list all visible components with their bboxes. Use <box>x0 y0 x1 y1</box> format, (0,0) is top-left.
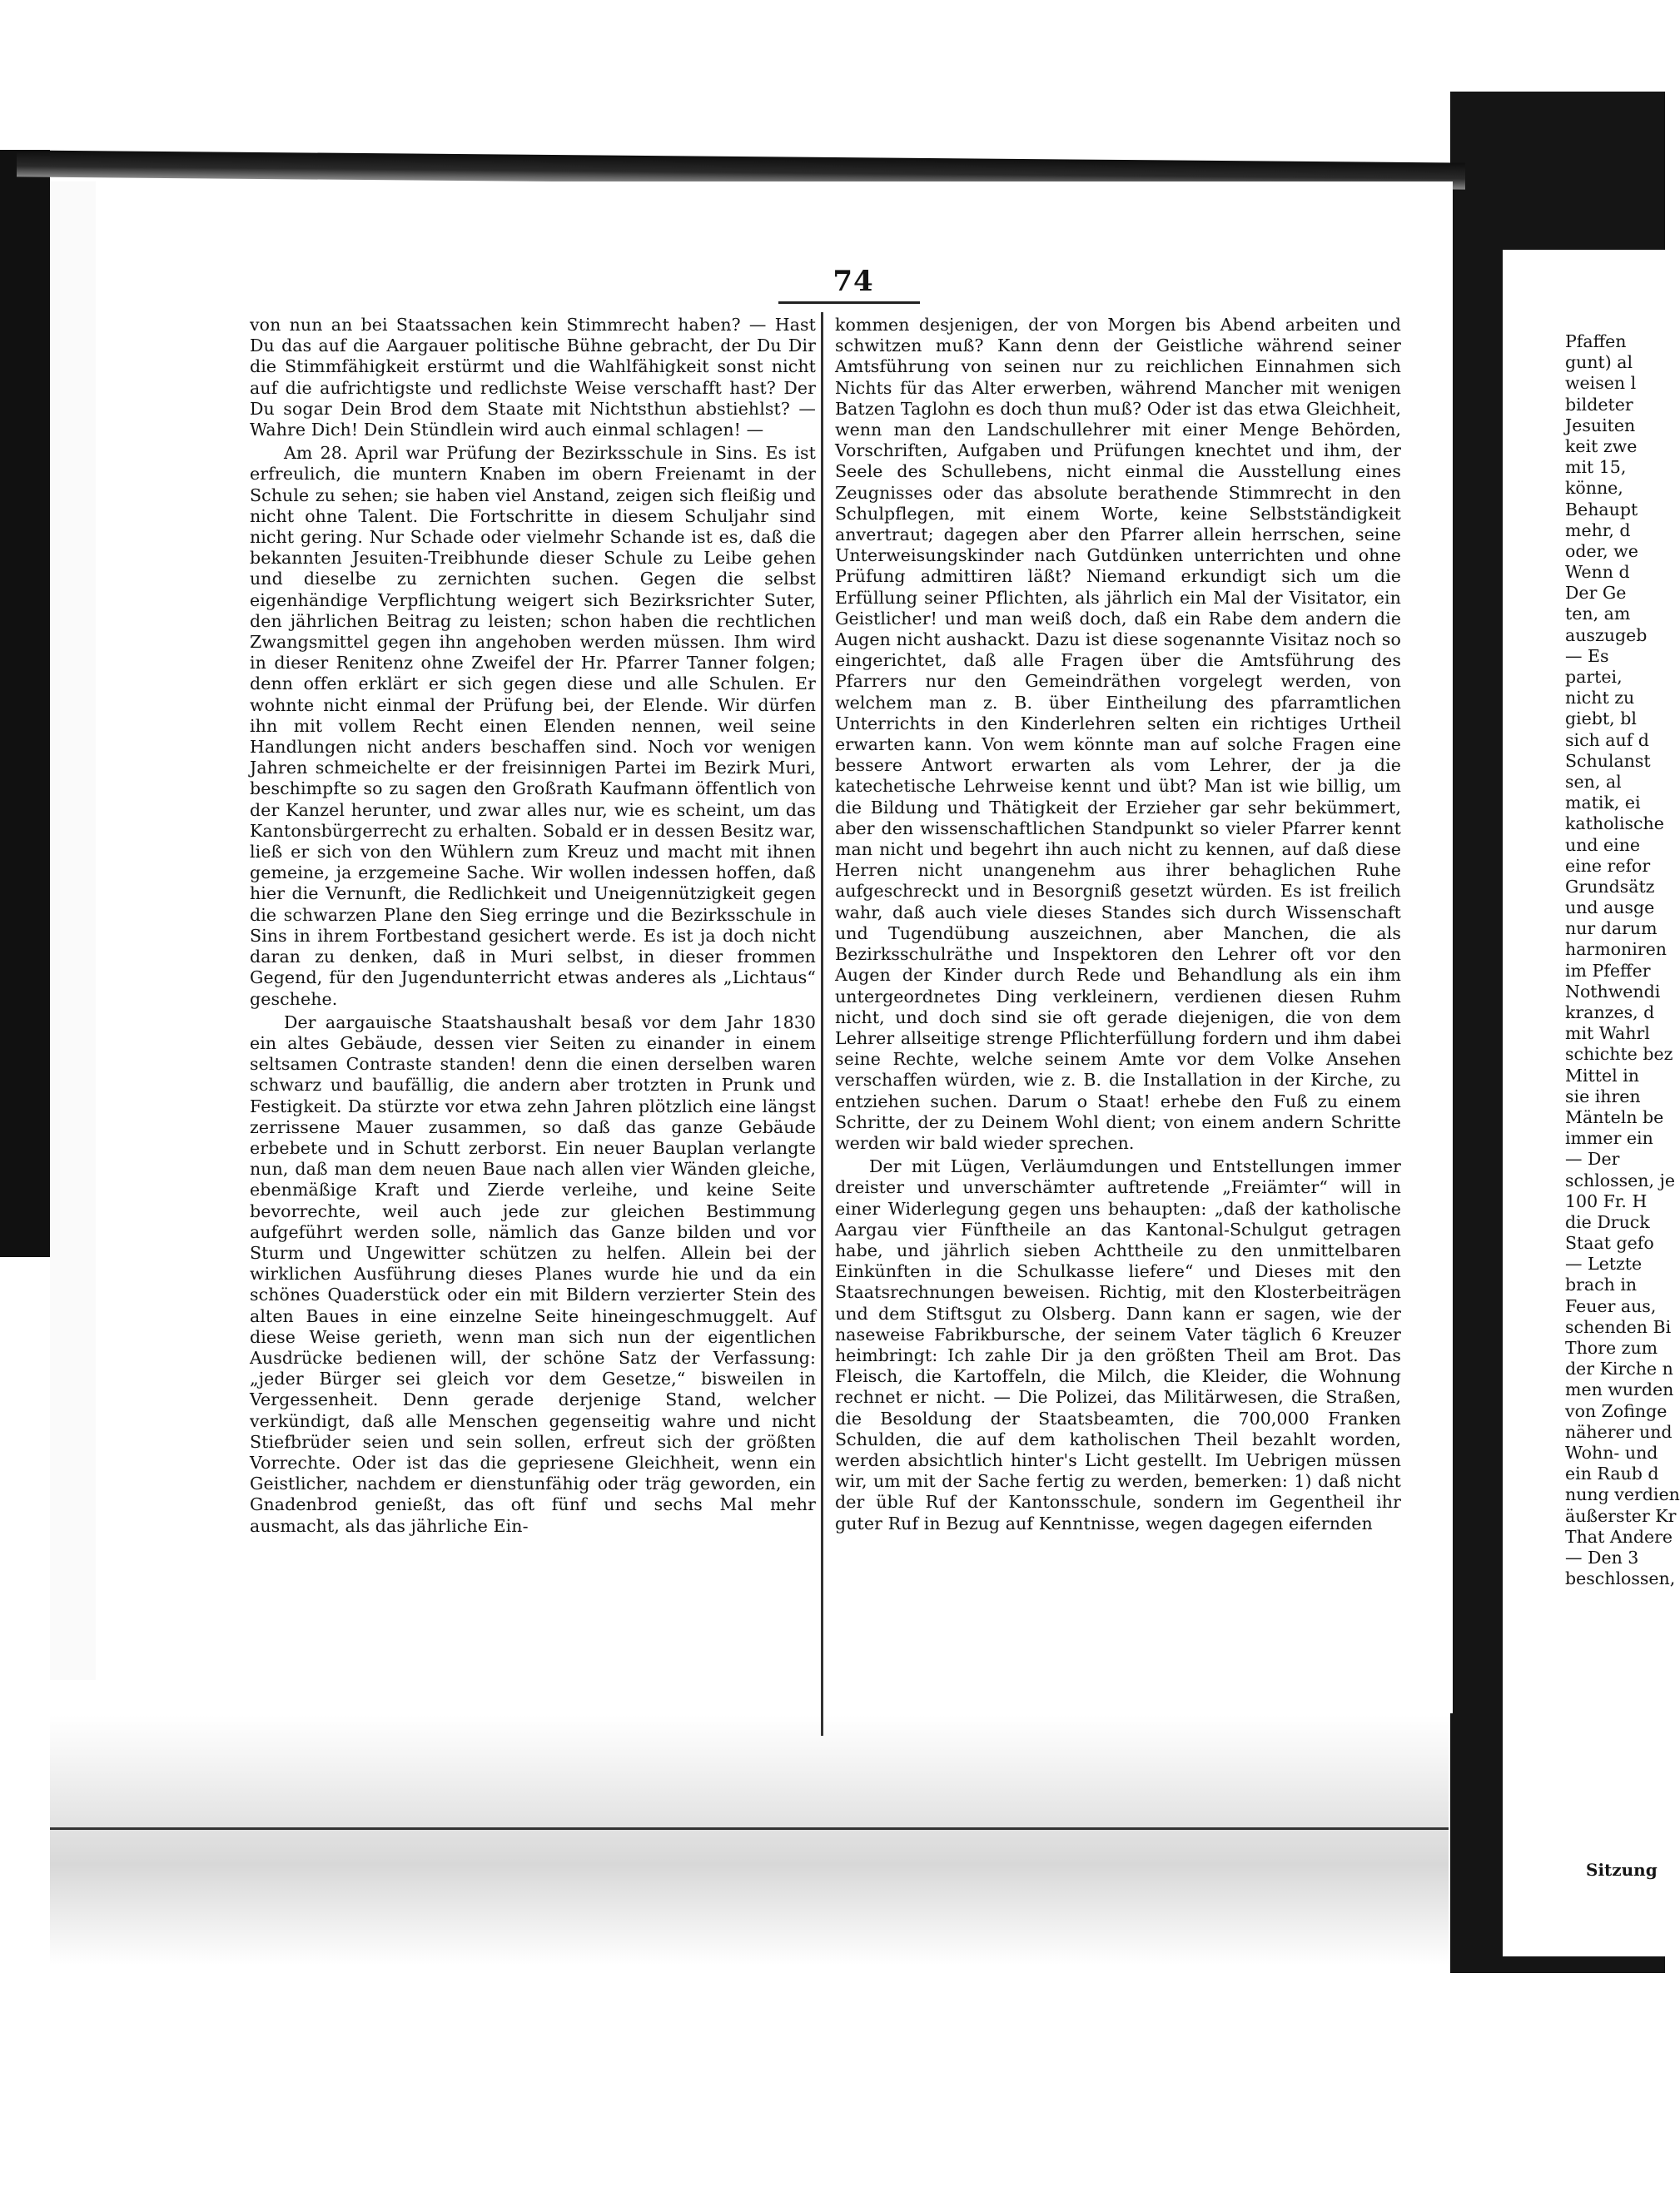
adjacent-line-fragment: Der Ge <box>1565 583 1627 604</box>
adjacent-line-fragment: Wohn- und <box>1565 1442 1658 1463</box>
adjacent-line-fragment: weisen l <box>1565 373 1637 394</box>
adjacent-line-fragment: Behaupt <box>1565 499 1638 519</box>
adjacent-line-fragment: Grundsätz <box>1565 876 1655 897</box>
page-number-rule <box>778 301 920 304</box>
adjacent-line-fragment: Schulanst <box>1565 750 1651 771</box>
adjacent-line-fragment: partei, <box>1565 667 1623 687</box>
adjacent-line-fragment: nung verdien <box>1565 1484 1680 1505</box>
page-bottom-edge <box>50 1715 1449 1965</box>
adjacent-line-fragment: und ausge <box>1565 897 1655 918</box>
adjacent-line-fragment: beschlossen, <box>1565 1568 1676 1589</box>
adjacent-line-fragment: die Druck <box>1565 1211 1650 1232</box>
adjacent-line-fragment: Mittel in <box>1565 1065 1639 1086</box>
adjacent-line-fragment: — Es <box>1565 645 1609 666</box>
adjacent-line-fragment: und eine <box>1565 834 1641 855</box>
adjacent-line-fragment: näherer und <box>1565 1421 1673 1442</box>
adjacent-line-fragment: nur darum <box>1565 918 1658 939</box>
page-bottom-line <box>50 1827 1449 1830</box>
adjacent-line-fragment: keit zwe <box>1565 435 1638 456</box>
adjacent-page-text <box>1565 331 1680 1589</box>
adjacent-line-fragment: schenden Bi <box>1565 1316 1672 1337</box>
adjacent-line-fragment: kranzes, d <box>1565 1002 1655 1022</box>
adjacent-line-fragment: sie ihren <box>1565 1086 1641 1106</box>
paragraph: Am 28. April war Prüfung der Bezirksschule in Sins. Es ist erfreulich, die muntern Knaben im obern Freienamt in der Schule zu sehen; sie haben viel Anstand, zeigen sich fleißig und nicht ohne Talent. Die Fortschritte in diesem Schuljahr sind nicht gering. Nur Schade oder vielmehr Schande ist es, daß die bekannten Jesuiten-Treibhunde dieser Schule zu Leibe gehen und dieselbe zu zernichten suchen. Gegen die selbst eigenhändige Verpflichtung weigert sich Bezirksrichter Suter, den jährlichen Beitrag zu leisten; schon haben die rechtlichen Zwangsmittel gegen ihn angehoben werden müssen. Ihm wird in dieser Renitenz ohne Zweifel der Hr. Pfarrer Tanner folgen; denn offen erklärt er sich gegen diese und alle Schulen. Er wohnte nicht einmal der Prüfung bei, der Elende. Wir dürfen ihn mit vollem Recht einen Elenden nennen, weil seine Handlungen nicht anders beschaffen sind. Noch vor wenigen Jahren schmeichelte er der freisinnigen Partei im Bezirk Muri, beschimpfte so zu sagen den Großrath Kaufmann öffentlich von der Kanzel herunter, und zwar alles nur, wie es scheint, um das Kantonsbürgerrecht zu erhalten. Sobald er in dessen Besitz war, ließ er sich von den Wühlern zum Kreuz und macht mit ihnen gemeine, ja erzgemeine Sache. Wir wollen indessen hoffen, daß hier die Vernunft, die Redlichkeit und Uneigennützigkeit gegen die schwarzen Plane den Sieg erringe und die Bezirksschule in Sins in ihrem Fortbestand gesichert werde. Es ist ja doch nicht daran zu denken, daß in Muri selbst, in dieser frommen Gegend, für den Jugendunterricht etwas anderes als „Lichtaus“ geschehe. <box>250 443 816 1009</box>
paragraph: Der mit Lügen, Verläumdungen und Entstellungen immer dreister und unverschämter auftretende „Freiämter“ will in einer Widerlegung gegen uns behaupten: „daß der katholische Aargau vier Fünftheile an das Kantonal-Schulgut getragen habe, und jährlich sieben Achttheile zu den unmittelbaren Einkünften in die Schulkasse liefere“ und Dieses mit den Staatsrechnungen beweisen. Richtig, mit den Klosterbeiträgen und dem Stiftsgut zu Olsberg. Dann kann er sagen, wie der naseweise Fabrikbursche, der seinem Vater täglich 6 Kreuzer heimbringt: Ich zahle Dir ja den größten Theil am Brot. Das Fleisch, die Kartoffeln, die Milch, die Kleider, die Wohnung rechnet er nicht. — Die Polizei, das Militärwesen, die Straßen, die Besoldung der Staatsbeamten, die 700,000 Franken Schulden, die auf dem katholischen Theil bezahlt worden, werden absichtlich hinter's Licht gestellt. Im Uebrigen müssen wir, um mit der Sache fertig zu werden, bemerken: 1) daß nicht der üble Ruf der Kantonsschule, sondern im Gegentheil ihr guter Ruf in Bezug auf Kenntnisse, wegen dagegen eifernden <box>835 1156 1401 1533</box>
adjacent-line-fragment: oder, we <box>1565 540 1638 561</box>
left-column <box>250 315 816 1537</box>
page-number: 74 <box>833 265 874 298</box>
adjacent-line-fragment: der Kirche n <box>1565 1359 1673 1379</box>
paragraph: kommen desjenigen, der von Morgen bis Abend arbeiten und schwitzen muß? Kann denn der Geistliche während seiner Amtsführung von seinen nur zu reichlichen Einnahmen sich Nichts für das Alter erwerben, während Mancher mit wenigen Batzen Taglohn es doch thun muß? Oder ist das etwa Gleichheit, wenn man den Landschullehrer mit einer Menge Behörden, Vorschriften, Aufgaben und Prüfungen knechtet und ihm, der Seele des Schullebens, nicht einmal die Ausstellung eines Zeugnisses oder das absolute berathende Stimmrecht in den Schulpflegen, mit einem Worte, keine Selbstständigkeit anvertraut; dagegen aber den Pfarrer allein herrschen, seine Unterweisungskinder nach Gutdünken unterrichten und ohne Prüfung admittiren läßt? Niemand erkundigt sich um die Erfüllung seiner Pflichten, als jährlich ein Mal der Visitator, ein Geistlicher! und man weiß doch, daß ein Rabe dem andern die Augen nicht aushackt. Dazu ist diese sogenannte Visitaz noch so eingerichtet, daß alle Fragen über die Amtsführung des Pfarrers nur den Gemeindräthen vorgelegt werden, von welchem man z. B. über Eintheilung des pfarramtlichen Unterrichts in den Kinderlehren selten ein richtiges Urtheil erwarten kann. Von wem könnte man auf solche Fragen eine bessere Antwort erwarten als vom Lehrer, der ja die katechetische Lehrweise kennt und übt? Man ist wie billig, um die Bildung und Thätigkeit der Erzieher gar sehr bekümmert, aber den wissenschaftlichen Standpunkt so vieler Pfarrer kennt man nicht und begehrt ihn auch nicht zu kennen, auf daß diese Herren nicht unangenehm aus ihrer behaglichen Ruhe aufgeschreckt und in Besorgniß gesetzt würden. Es ist freilich wahr, daß auch viele dieses Standes sich durch Wissenschaft und Tugendübung auszeichnen, aber Manchen, die als Bezirksschulräthe und Inspektoren den Lehrer oft vor den Augen der Kinder durch Rede und Behandlung als ein ihm untergeordnetes Ding verkleinern, verdienen diesen Ruhm nicht, und doch sind sie oft gerade diejenigen, die von dem Lehrer allseitige strenge Pflichterfüllung fordern und ihm dabei seine Rechte, welche seinem Amte vor dem Volke Ansehen verschaffen würden, wie z. B. die Installation in der Kirche, zu entziehen suchen. Darum o Staat! erhebe den Fuß zu einem Schritte, der zu Deinem Wohl dient; von einem andern Schritte werden wir bald wieder sprechen. <box>835 315 1401 1153</box>
adjacent-line-fragment: — Letzte <box>1565 1254 1643 1275</box>
adjacent-line-fragment: — Der <box>1565 1149 1620 1170</box>
adjacent-line-fragment: Feuer aus, <box>1565 1295 1657 1316</box>
column-divider <box>821 312 823 1736</box>
adjacent-line-fragment: auszugeb <box>1565 624 1648 645</box>
adjacent-line-fragment: ein Raub d <box>1565 1464 1659 1484</box>
adjacent-line-fragment: Mänteln be <box>1565 1106 1664 1127</box>
adjacent-line-fragment: 100 Fr. H <box>1565 1190 1648 1211</box>
adjacent-line-fragment: Wenn d <box>1565 562 1630 583</box>
adjacent-line-fragment: mit Wahrl <box>1565 1023 1650 1044</box>
adjacent-page-footer: Sitzung <box>1586 1860 1658 1880</box>
adjacent-line-fragment: — Den 3 <box>1565 1547 1639 1568</box>
adjacent-line-fragment: brach in <box>1565 1275 1638 1295</box>
adjacent-line-fragment: äußerster Kr <box>1565 1505 1677 1526</box>
adjacent-line-fragment: sen, al <box>1565 771 1622 792</box>
adjacent-line-fragment: gunt) al <box>1565 352 1633 373</box>
adjacent-line-fragment: bildeter <box>1565 394 1633 415</box>
adjacent-line-fragment: schlossen, je <box>1565 1170 1675 1190</box>
adjacent-line-fragment: Thore zum <box>1565 1338 1658 1358</box>
adjacent-line-fragment: mit 15, <box>1565 457 1627 478</box>
adjacent-line-fragment: harmoniren <box>1565 939 1667 960</box>
adjacent-line-fragment: ten, am <box>1565 604 1631 624</box>
adjacent-line-fragment: könne, <box>1565 478 1623 499</box>
adjacent-line-fragment: sich auf d <box>1565 729 1649 750</box>
page-margin-left <box>50 181 98 1680</box>
adjacent-line-fragment: Nothwendi <box>1565 981 1661 1002</box>
adjacent-line-fragment: Pfaffen <box>1565 331 1627 351</box>
adjacent-line-fragment: nicht zu <box>1565 688 1635 708</box>
adjacent-line-fragment: von Zofinge <box>1565 1400 1668 1421</box>
adjacent-line-fragment: giebt, bl <box>1565 708 1637 729</box>
adjacent-line-fragment: Jesuiten <box>1565 415 1636 435</box>
adjacent-line-fragment: schichte bez <box>1565 1044 1673 1065</box>
adjacent-line-fragment: matik, ei <box>1565 793 1641 813</box>
adjacent-line-fragment: eine refor <box>1565 855 1651 876</box>
adjacent-line-fragment: That Andere <box>1565 1526 1673 1547</box>
adjacent-line-fragment: im Pfeffer <box>1565 960 1651 981</box>
adjacent-line-fragment: mehr, d <box>1565 519 1631 540</box>
adjacent-line-fragment: men wurden <box>1565 1379 1674 1400</box>
paragraph: Der aargauische Staatshaushalt besaß vor dem Jahr 1830 ein altes Gebäude, dessen vier Seiten zu einander in einem seltsamen Contraste standen! denn die einen derselben waren schwarz und baufällig, die andern aber trotzten in Prunk und Festigkeit. Da stürzte vor etwa zehn Jahren plötzlich eine längst zerrissene Mauer zusammen, so daß das ganze Gebäude erbebete und in Schutt zerborst. Ein neuer Bauplan verlangte nun, daß man dem neuen Baue nach allen vier Wänden gleiche, ebenmäßige Kraft und Zierde verleihe, und keine Seite bevorrechte, weil auch jede zur gleichen Bestimmung aufgeführt werden solle, nämlich das Ganze bilden und vor Sturm und Ungewitter schützen zu helfen. Allein bei der wirklichen Ausführung dieses Planes wurde hie und da ein schönes Quaderstück oder ein mit Bildern verzierter Stein des alten Baues in eine einzelne Seite hineingeschmuggelt. Auf diese Weise gerieth, wenn man sich nun der eigentlichen Ausdrücke bedienen will, der schöne Satz der Verfassung: „jeder Bürger sei gleich vor dem Gesetze,“ bisweilen in Vergessenheit. Denn gerade derjenige Stand, welcher verkündigt, daß alle Menschen gegenseitig wahre und nicht Stiefbrüder seien und sein sollen, erfreut sich der größten Vorrechte. Oder ist das die gepriesene Gleichheit, wenn ein Geistlicher, nachdem er dienstunfähig oder träg geworden, ein Gnadenbrod genießt, das oft fünf und sechs Mal mehr ausmacht, als das jährliche Ein- <box>250 1012 816 1536</box>
adjacent-line-fragment: katholische <box>1565 813 1664 834</box>
book-edge-left <box>0 150 50 1257</box>
adjacent-line-fragment: Staat gefo <box>1565 1233 1654 1254</box>
paragraph: von nun an bei Staatssachen kein Stimmrecht haben? — Hast Du das auf die Aargauer politische Bühne gebracht, der Du Dir die Stimmfähigkeit erstürmt und die Wahlfähigkeit sonst nicht auf die aufrichtigste und redlichste Weise verschafft hast? Der Du sogar Dein Brod dem Staate mit Nichtsthun abstiehlst? — Wahre Dich! Dein Stündlein wird auch einmal schlagen! — <box>250 315 816 440</box>
right-column <box>835 315 1401 1534</box>
adjacent-line-fragment: immer ein <box>1565 1128 1653 1149</box>
